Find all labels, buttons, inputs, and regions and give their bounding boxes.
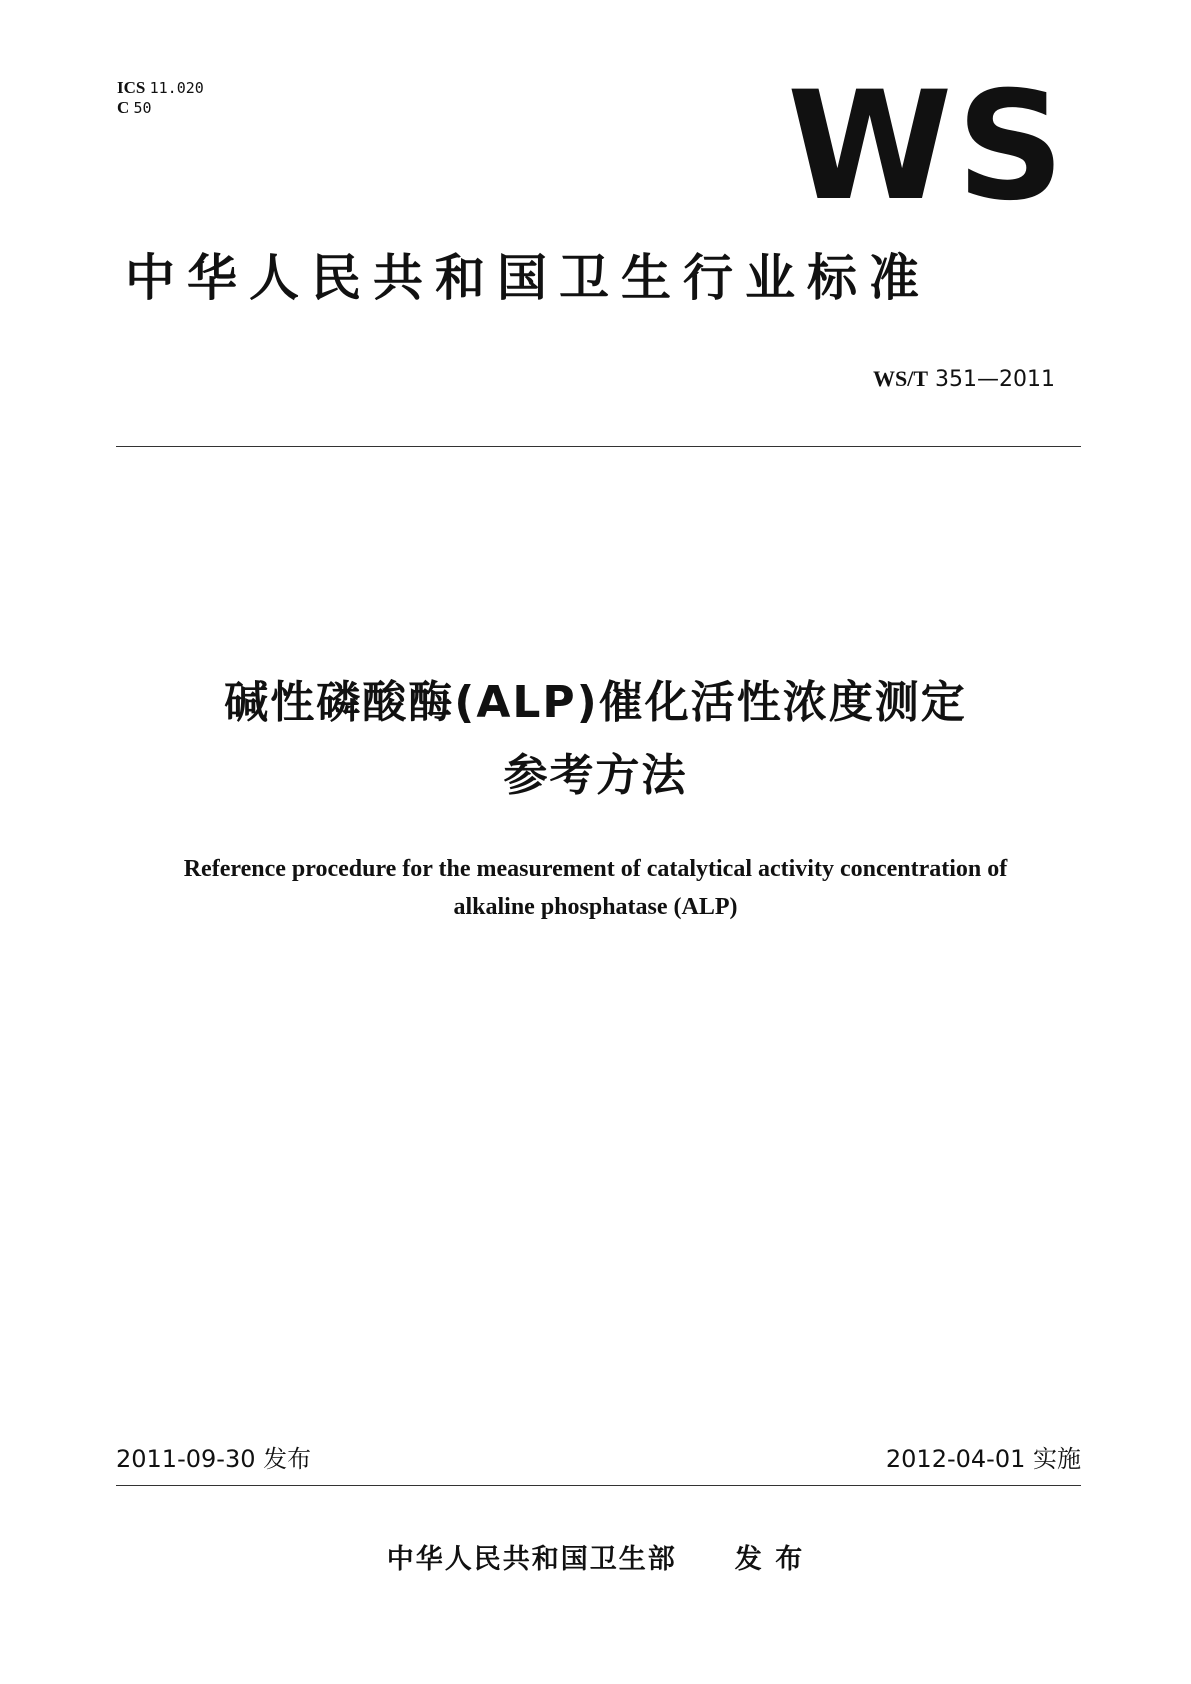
issuer-action: 发 布 xyxy=(734,1544,805,1575)
ws-logo: WS xyxy=(787,60,1069,234)
chinese-title-line-1: 碱性磷酸酶(ALP)催化活性浓度测定 xyxy=(224,677,967,728)
implementation-date: 2012-04-01 实施 xyxy=(885,1445,1081,1473)
standard-number-code: 351—2011 xyxy=(935,367,1055,392)
top-divider xyxy=(116,446,1081,447)
ics-code: 11.020 xyxy=(149,79,204,97)
ccs-line xyxy=(117,98,204,118)
ics-line xyxy=(117,78,204,98)
classification-codes xyxy=(117,78,204,118)
standard-category-title: 中华人民共和国卫生行业标准 xyxy=(125,249,931,307)
issuer-name: 中华人民共和国卫生部 xyxy=(386,1544,677,1575)
chinese-title-line-2: 参考方法 xyxy=(503,750,688,801)
ccs-label: C xyxy=(117,98,130,117)
english-title-line-1: Reference procedure for the measurement of catalytical activity concentration of xyxy=(183,856,1008,882)
standard-number-prefix: WS/T xyxy=(872,366,929,391)
issue-date: 2011-09-30 发布 xyxy=(116,1445,312,1473)
standard-number xyxy=(873,366,1055,393)
issuer xyxy=(0,1543,1191,1577)
english-title-line-2: alkaline phosphatase (ALP) xyxy=(453,894,738,920)
ccs-code: 50 xyxy=(133,99,152,117)
ics-label: ICS xyxy=(117,78,146,97)
bottom-divider xyxy=(116,1485,1081,1486)
